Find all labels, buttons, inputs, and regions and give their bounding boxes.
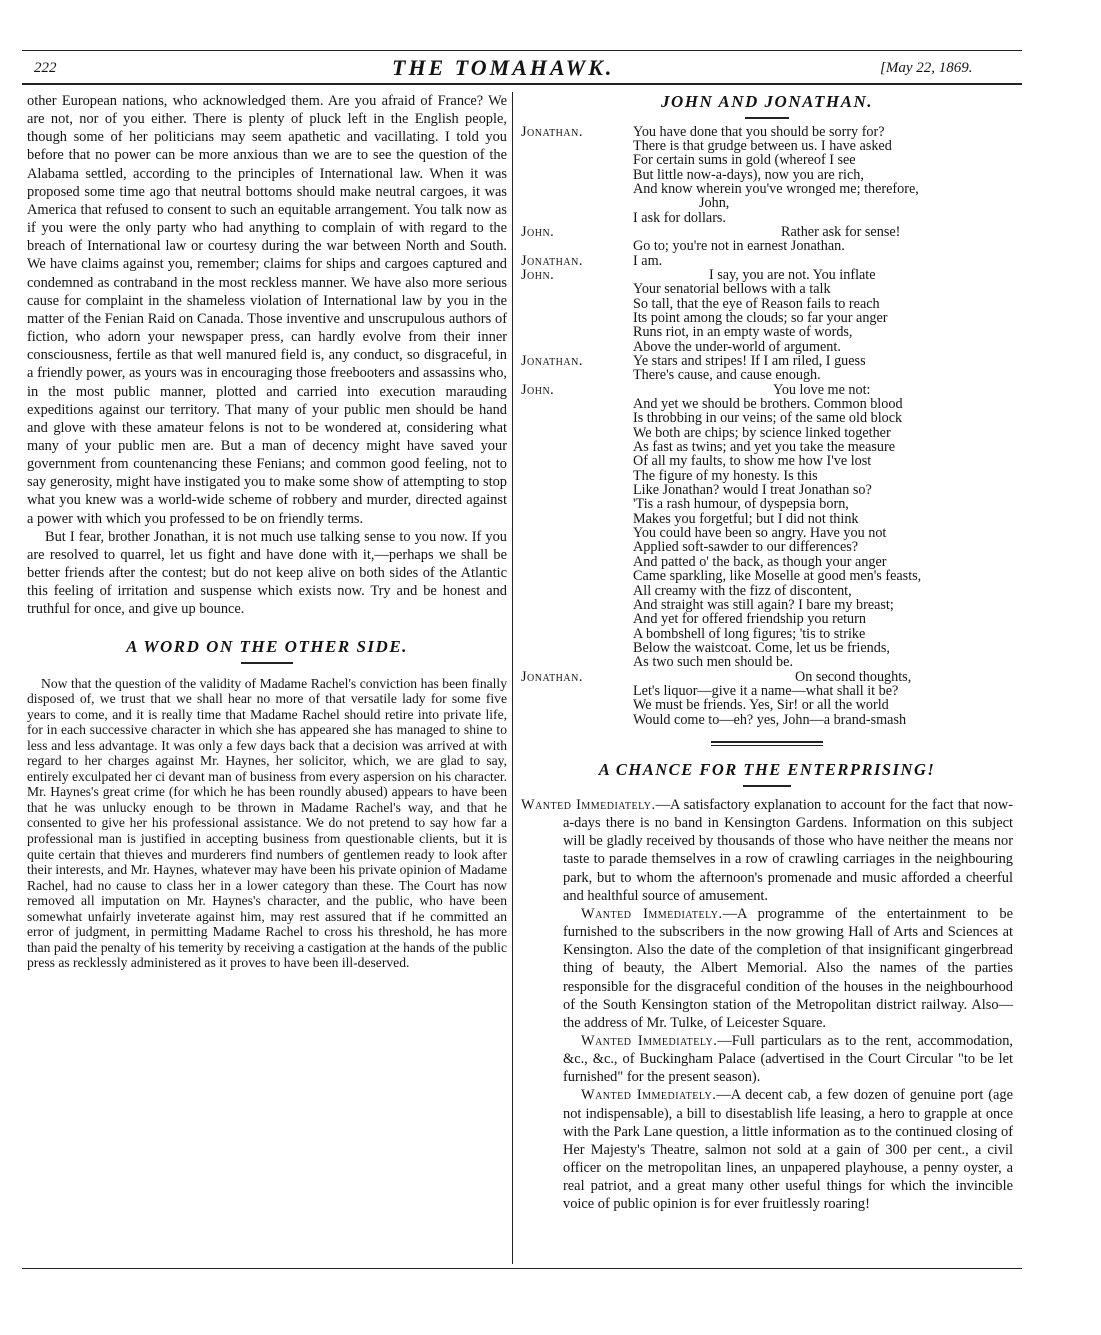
poem-line xyxy=(521,469,1013,483)
poem-verse: There's cause, and cause enough. xyxy=(633,367,821,384)
poem-speaker: Jonathan. xyxy=(521,123,583,140)
poem-line xyxy=(521,225,1013,239)
right-column xyxy=(521,92,1013,1214)
wanted-advertisement xyxy=(521,905,1013,1032)
poem-line xyxy=(521,584,1013,598)
masthead-title: THE TOMAHAWK. xyxy=(392,55,615,80)
poem-verse: Is throbbing in our veins; of the same old block xyxy=(633,410,903,427)
poem-line xyxy=(521,713,1013,727)
poem-line xyxy=(521,569,1013,583)
poem-verse: A bombshell of long figures; 'tis to strike xyxy=(633,625,866,642)
poem-verse: Like Jonathan? would I treat Jonathan so? xyxy=(633,482,872,499)
poem-verse: Let's liquor—give it a name—what shall it be? xyxy=(633,682,899,699)
poem-verse: And know wherein you've wronged me; therefore, xyxy=(633,180,919,197)
poem-speaker: John. xyxy=(521,381,555,398)
poem-verse: The figure of my honesty. Is this xyxy=(633,467,818,484)
poem-line xyxy=(521,612,1013,626)
poem-line xyxy=(521,383,1013,397)
wanted-lead: Wanted Immediately. xyxy=(581,905,723,922)
poem-line xyxy=(521,526,1013,540)
poem-verse: Of all my faults, to show me how I've lost xyxy=(633,453,872,470)
word-section-body: Now that the question of the validity of Madame Rachel's conviction has been finally disposed of, we trust that we shall hear no more of that versatile lady for some five years to come, and it is really time that Madame Rachel should retire into private life, for in each successive character in which she has appeared she has managed to shine to less and less advantage. It was only a few days back that a decision was arrived at with regard to her charges against Mr. Haynes, her solicitor, which, we are glad to say, entirely exculpated her ci devant man of business from every aspersion on his character. Mr. Haynes's great crime (for which he has been roundly abused) appears to have been that he was unlucky enough to be thrown in Madame Rachel's way, and that he consented to give her his professional assistance. We do not pretend to say how far a professional man is justified in accepting business from questionable clients, but it is quite certain that thieves and murderers find numbers of gentlemen ready to look after their interests, and Mr. Haynes, whatever may have been his private opinion of Madame Rachel, had no cause to class her in a lower category than these. The Court has now removed all imputation on Mr. Haynes's character, and the public, who have been somewhat unfairly inveterate against him, may rest assured that if he committed an error of judgment, in permitting Madame Rachel to cross his threshold, he has more than paid the penalty of his temerity by receiving a castigation at the hands of the public press as recklessly administered as it proves to have been ill-deserved. xyxy=(27,675,507,971)
wanted-text: —A programme of the entertainment to be furnished to the subscribers in the now growing Hall of Arts and Sciences at Kensington. Also the date of the completion of that insignificant gingerbread thing of beauty, the Albert Memorial. Also the names of the parties responsible for the disgraceful condition of the houses in the neighbourhood of the South Kensington station of the Metropolitan district railway. Also—the address of Mr. Tulke, of Leicester Square. xyxy=(563,905,1013,1031)
top-rule xyxy=(22,50,1022,51)
poem-line xyxy=(521,297,1013,311)
wanted-lead: Wanted Immediately. xyxy=(521,796,656,813)
poem-verse: Its point among the clouds; so far your anger xyxy=(633,309,888,326)
poem-line xyxy=(521,512,1013,526)
word-section-title: A WORD ON THE OTHER SIDE. xyxy=(126,636,408,656)
poem-line xyxy=(521,368,1013,382)
poem-verse: And patted o' the back, as though your anger xyxy=(633,553,887,570)
poem-verse: I ask for dollars. xyxy=(633,209,726,226)
poem-verse: Go to; you're not in earnest Jonathan. xyxy=(633,238,845,255)
poem-line xyxy=(521,196,1013,210)
poem-body xyxy=(521,125,1013,727)
poem-verse: And straight was still again? I bare my breast; xyxy=(633,596,894,613)
poem-line xyxy=(521,354,1013,368)
poem-verse: There is that grudge between us. I have asked xyxy=(633,137,892,154)
wanted-advertisement xyxy=(521,1086,1013,1213)
poem-verse: So tall, that the eye of Reason fails to reach xyxy=(633,295,880,312)
poem-line xyxy=(521,698,1013,712)
poem-line xyxy=(521,641,1013,655)
poem-line xyxy=(521,211,1013,225)
wanted-text: —A satisfactory explanation to account for the fact that now-a-days there is no band in Kensington Gardens. Information on this subject will be gladly received by thousands of those who have neither the means nor taste to parade themselves in a row of crawling carriages in the neighbouring park, but to whom the afternoon's promenade and music afforded a cheerful and healthful source of amusement. xyxy=(563,796,1013,904)
poem-verse: You have done that you should be sorry for? xyxy=(633,123,885,140)
poem-verse: Came sparkling, like Moselle at good men's feasts, xyxy=(633,568,922,585)
poem-line xyxy=(521,397,1013,411)
wanted-lead: Wanted Immediately. xyxy=(581,1032,718,1049)
poem-line xyxy=(521,454,1013,468)
poem-line xyxy=(521,497,1013,511)
header-rule xyxy=(22,83,1022,85)
poem-line xyxy=(521,555,1013,569)
poem-verse: Rather ask for sense! xyxy=(781,223,901,240)
poem-verse: On second thoughts, xyxy=(795,668,912,685)
poem-verse: For certain sums in gold (whereof I see xyxy=(633,152,856,169)
poem-line xyxy=(521,684,1013,698)
poem-line xyxy=(521,598,1013,612)
poem-line xyxy=(521,254,1013,268)
poem-verse: As two such men should be. xyxy=(633,654,793,671)
poem-line xyxy=(521,282,1013,296)
poem-line xyxy=(521,340,1013,354)
poem-verse: And yet for offered friendship you return xyxy=(633,611,866,628)
poem-speaker: John. xyxy=(521,223,555,240)
poem-line xyxy=(521,168,1013,182)
poem-verse: I am. xyxy=(633,252,663,269)
poem-verse: Runs riot, in an empty waste of words, xyxy=(633,324,853,341)
poem-verse: Your senatorial bellows with a talk xyxy=(633,281,831,298)
letter-body xyxy=(27,92,507,619)
wanted-advertisement xyxy=(521,796,1013,905)
poem-verse: We must be friends. Yes, Sir! or all the world xyxy=(633,697,889,714)
poem-line xyxy=(521,483,1013,497)
poem-speaker: Jonathan. xyxy=(521,668,583,685)
poem-line xyxy=(521,411,1013,425)
bottom-rule xyxy=(22,1268,1022,1269)
poem-line xyxy=(521,268,1013,282)
poem-line xyxy=(521,325,1013,339)
poem-verse: You love me not: xyxy=(773,381,871,398)
letter-paragraph-1: other European nations, who acknowledged them. Are you afraid of France? We are not, nor of you either. There is plenty of pluck left in the English people, though some of her politicians may seem apathetic and vacillating. I told you before that no power can be more anxious than we are to see the question of the Alabama settled, according to the principles of International law. When it was proposed some time ago that neutral bottoms should make neutral cargoes, it was America that refused to consent to such an equitable arrangement. You talk now as if you were the only party who had anything to complain of with regard to the breach of International law or courtesy during the war between North and South. We have claims against you, remember; claims for ships and cargoes captured and condemned as contraband in the most reckless manner. We have also more serious cause for complaint in the shameless violation of International law by you in the matter of the Fenian Raid on Canada. Those inventive and unscrupulous authors of fiction, who adorn your newspaper press, can hardly evolve from their inner consciousness, fertile as that well manured field is, any conduct, so disgraceful, in a friendly power, as yours was in encouraging those freebooters and assassins who, in the most public manner, plotted and carried into execution marauding expeditions against our territory. That many of your public men should be hand and glove with these amateur felons is not to be wondered at, considering what many of your public men are. But a man of decency might have saved your government from countenancing these Fenians; and common good feeling, not to say generosity, might have instigated you to make some show of attempting to stop what you knew was a world-wide scheme of robbery and murder, directed against a power with which you professed to be on friendly terms. xyxy=(27,93,507,527)
poem-line xyxy=(521,125,1013,139)
wanted-lead: Wanted Immediately. xyxy=(581,1087,717,1104)
poem-verse: And yet we should be brothers. Common blood xyxy=(633,396,903,413)
poem-line xyxy=(521,182,1013,196)
wanted-text: —A decent cab, a few dozen of genuine port (age not indispensable), a bill to disestablish life leasing, a hero to grapple at once with the Park Lane question, a little information as to the continued closing of Her Majesty's Theatre, salmon not sold at a gain of 300 per cent., a civil officer on the metropolitan lines, an unpapered playhouse, a penny oyster, a real patriot, and a great many other useful things for which the invincible voice of public opinion is for ever fruitlessly roaring! xyxy=(563,1087,1013,1213)
poem-verse: Would come to—eh? yes, John—a brand-smash xyxy=(633,711,907,728)
poem-verse: We both are chips; by science linked together xyxy=(633,424,891,441)
poem-verse: You could have been so angry. Have you not xyxy=(633,525,887,542)
issue-date: [May 22, 1869. xyxy=(880,60,973,76)
poem-line xyxy=(521,153,1013,167)
left-column xyxy=(27,92,507,971)
poem-verse: But little now-a-days), now you are rich, xyxy=(633,166,864,183)
poem-verse: All creamy with the fizz of discontent, xyxy=(633,582,852,599)
column-divider xyxy=(512,92,513,1264)
poem-line xyxy=(521,440,1013,454)
poem-verse: Makes you forgetful; but I did not think xyxy=(633,510,859,527)
wanted-list xyxy=(521,796,1013,1214)
poem-speaker: Jonathan. xyxy=(521,353,583,369)
poem-verse: I say, you are not. You inflate xyxy=(709,266,876,283)
poem-line xyxy=(521,426,1013,440)
wanted-advertisement xyxy=(521,1032,1013,1086)
poem-title: JOHN AND JONATHAN. xyxy=(661,92,873,111)
poem-line xyxy=(521,139,1013,153)
wanted-text: —Full particulars as to the rent, accommodation, &c., &c., of Buckingham Palace (advertised in the Court Circular "to be let furnished" for the present season). xyxy=(563,1032,1013,1086)
poem-verse: Above the under-world of argument. xyxy=(633,338,841,355)
poem-line xyxy=(521,627,1013,641)
poem-line xyxy=(521,239,1013,253)
page-number: 222 xyxy=(34,60,57,76)
chance-section-title: A CHANCE FOR THE ENTERPRISING! xyxy=(598,759,936,779)
poem-line xyxy=(521,311,1013,325)
poem-speaker: John. xyxy=(521,266,555,283)
poem-verse: Applied soft-sawder to our differences? xyxy=(633,539,859,556)
poem-line xyxy=(521,540,1013,554)
poem-verse: Below the waistcoat. Come, let us be friends, xyxy=(633,639,890,656)
poem-speaker: Jonathan. xyxy=(521,252,583,269)
poem-verse: As fast as twins; and yet you take the measure xyxy=(633,439,896,456)
poem-verse: Ye stars and stripes! If I am riled, I guess xyxy=(633,353,866,369)
poem-verse: John, xyxy=(699,195,730,212)
poem-verse: 'Tis a rash humour, of dyspepsia born, xyxy=(633,496,849,513)
poem-line xyxy=(521,670,1013,684)
poem-line xyxy=(521,655,1013,669)
letter-paragraph-2: But I fear, brother Jonathan, it is not much use talking sense to you now. If you are resolved to quarrel, let us fight and have done with it,—perhaps we shall be better friends after the contest; but do not keep alive on both sides of the Atlantic this feeling of irritation and suspense which exists now. Try and be honest and truthful for once, and give up bounce. xyxy=(27,528,507,618)
